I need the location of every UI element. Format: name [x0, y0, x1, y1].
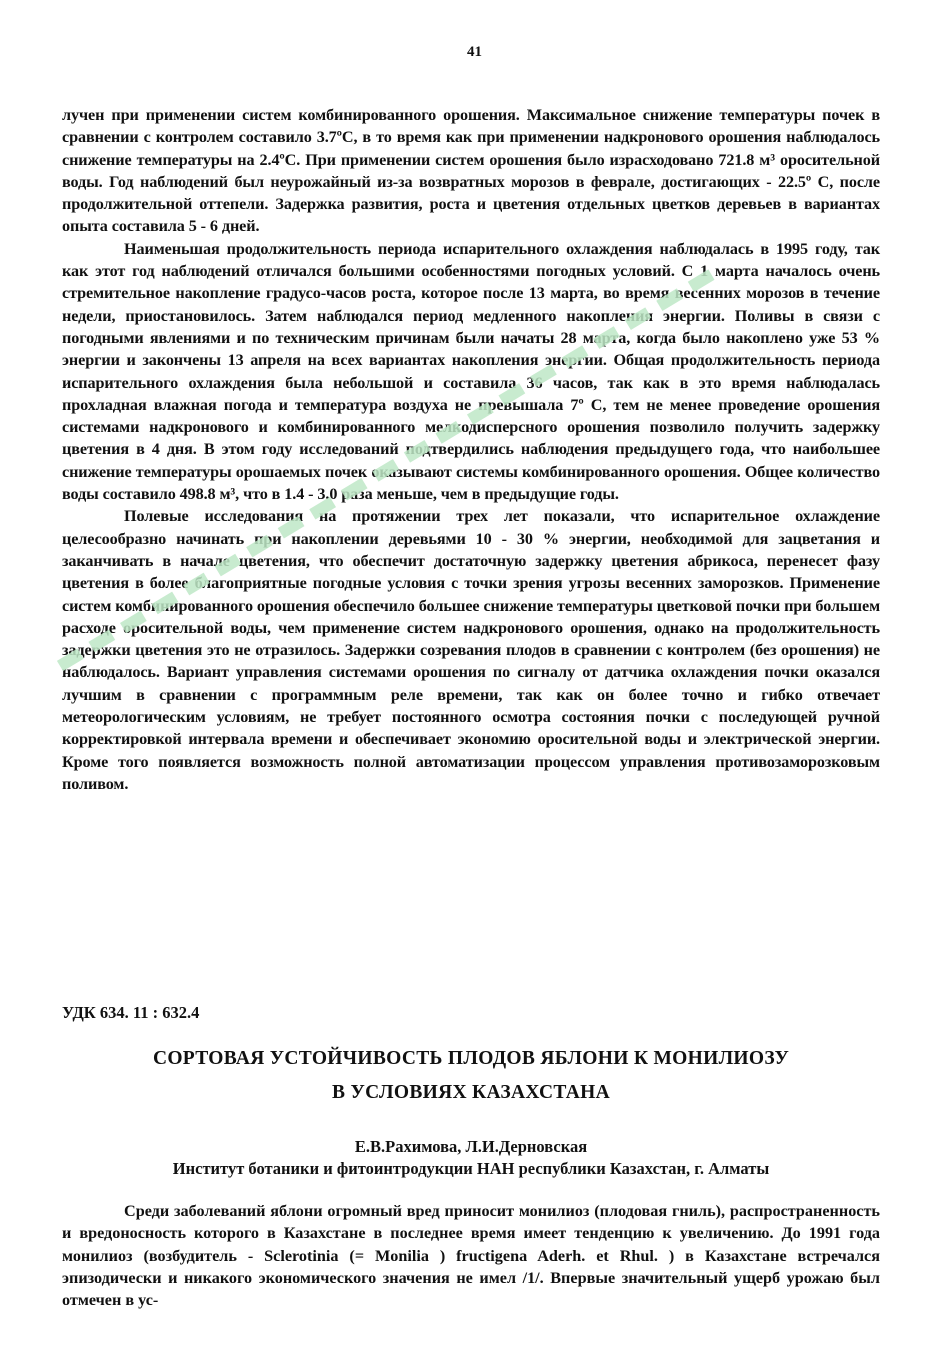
article-title-line: СОРТОВАЯ УСТОЙЧИВОСТЬ ПЛОДОВ ЯБЛОНИ К МОНИЛИОЗУ — [152, 1048, 790, 1069]
abstract-text — [62, 1200, 880, 1311]
paragraph: Полевые исследования на протяжении трех лет показали, что испарительное охлаждение целесообразно начинать при накоплении деревьями 10 - 30 % энергии, необходимой для зацветания и заканчивать в начале цветения, что обеспечит достаточную задержку цветения абрикоса, перенесет фазу цветения в более благоприятные погодные условия с точки зрения угрозы весенних заморозков. Применение систем комбинированного орошения обеспечило большее снижение температуры цветковой почки при большем расходе оросительной воды, чем применение систем надкронового орошения, однако на продолжительность задержки цветения это не отразилось. Задержки созревания плодов в сравнении с контролем (без орошения) не наблюдалось. Вариант управления системами орошения по сигналу от датчика охлаждения почки оказался лучшим в сравнении с программным реле времени, так как он более точно и гибко отвечает метеорологическим условиям, не требует постоянного осмотра состояния почки с последующей ручной корректировкой интервала времени и обеспечивает экономию оросительной воды и электрической энергии. Кроме того появляется возможность полной автоматизации процессом управления противозаморозковым поливом. — [62, 507, 880, 793]
authors: Е.В.Рахимова, Л.И.Дерновская — [354, 1137, 588, 1156]
article-title — [62, 1042, 880, 1110]
paragraph: лучен при применении систем комбинированного орошения. Максимальное снижение температуры почек в сравнении с контролем составило 3.7ºС, в то время как при применении надкронового орошения наблюдалось снижение температуры на 2.4ºС. При применении систем орошения было израсходовано 721.8 м³ оросительной воды. Год наблюдений был неурожайный из-за возвратных морозов в феврале, достигающих - 22.5º С, после продолжительной оттепели. Задержка развития, роста и цветения отдельных цветков деревьев в вариантах опыта составила 5 - 6 дней. — [62, 106, 880, 236]
article-title-line: В УСЛОВИЯХ КАЗАХСТАНА — [332, 1082, 610, 1103]
affiliation: Институт ботаники и фитоинтродукции НАН республики Казахстан, г. Алматы — [172, 1159, 770, 1178]
paragraph: Наименьшая продолжительность периода испарительного охлаждения наблюдалась в 1995 году, так как этот год наблюдений отличался большими особенностями погодных условий. С 1 марта началось очень стремительное накопление градусо-часов роста, которое после 13 марта, во время весенних морозов в течение недели, приостановилось. Затем наблюдался период медленного накопления энергии. Поливы в связи с погодными явлениями и по техническим причинам были начаты 28 марта, когда было накоплено уже 53 % энергии и закончены 13 апреля на всех вариантах накопления энергии. Общая продолжительность периода испарительного охлаждения была небольшой и составила 36 часов, так как в это время наблюдалась прохладная влажная погода и температура воздуха не превышала 7º С, тем не менее проведение орошения системами надкронового и комбинированного мелкодисперсного орошения позволило получить задержку цветения в 4 дня. В этом году исследований подтвердились наблюдения предыдущего года, что наибольшее снижение температуры орошаемых почек оказывают системы комбинированного орошения. Общее количество воды составило 498.8 м³, что в 1.4 - 3.0 раза меньше, чем в предыдущие годы. — [62, 239, 880, 504]
udk-code: УДК 634. 11 : 632.4 — [62, 1003, 200, 1022]
page-number: 41 — [467, 44, 482, 60]
body-text — [62, 104, 880, 795]
paragraph: Среди заболеваний яблони огромный вред приносит монилиоз (плодовая гниль), распространенность и вредоносность которого в Казахстане в последнее время имеет тенденцию к увеличению. До 1991 года монилиоз (возбудитель - Sclerotinia (= Monilia ) fructigena Aderh. et Rhul. ) в Казахстане встречался эпизодически и никакого экономического значения не имел /1/. Впервые значительный ущерб урожаю был отмечен в ус- — [62, 1202, 880, 1310]
